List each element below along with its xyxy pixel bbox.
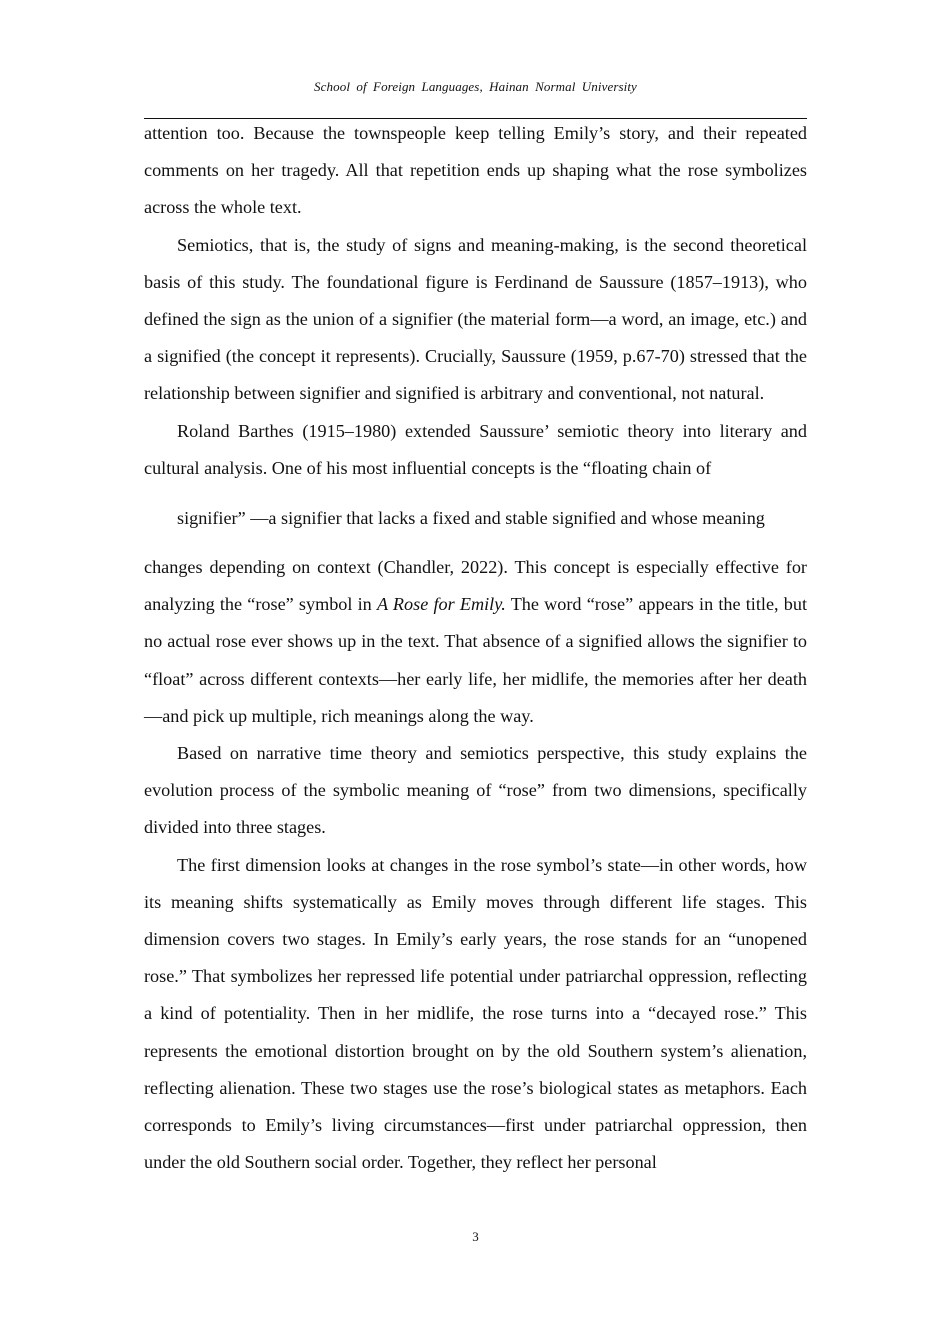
barthes-text-c: changes depending on context (Chandler, 2022). This concept is especially effective for analyzing the “rose” symbol in (144, 557, 807, 615)
barthes-text-a: Roland Barthes (1915–1980) extended Saussure’ semiotic theory into literary and cultural analysis. One of his most influential concepts is the “floating chain of (144, 420, 807, 478)
barthes-text-d: The word “rose” appears in the title, but no actual rose ever shows up in the text. That absence of a signified allows the signifier to “float” across different contexts—her early life, her midlife, the memories after her death—and pick up multiple, rich meanings along the way. (144, 594, 808, 726)
paragraph-barthes (144, 413, 807, 735)
paragraph-semiotics: Semiotics, that is, the study of signs and meaning-making, is the second theoretical basis of this study. The foundational figure is Ferdinand de Saussure (1857–1913), who defined the sign as the union of a signifier (the material form—a word, an image, etc.) and a signified (the concept it represents). Crucially, Saussure (1959, p.67-70) stressed that the relationship between signifier and signified is arbitrary and conventional, not natural. (144, 234, 807, 404)
work-title: A Rose for Emily. (376, 594, 506, 615)
barthes-text-b: signifier” —a signifier that lacks a fixed and stable signified and whose meaning (177, 508, 765, 529)
main-body (144, 115, 807, 1181)
running-header: School of Foreign Languages, Hainan Normal University (314, 79, 637, 94)
paragraph-method: Based on narrative time theory and semiotics perspective, this study explains the evolution process of the symbolic meaning of “rose” from two dimensions, specifically divided into three stages. (144, 743, 807, 838)
paragraph-first-dimension: The first dimension looks at changes in the rose symbol’s state—in other words, how its meaning shifts systematically as Emily moves through different life stages. This dimension covers two stages. In Emily’s early years, the rose stands for an “unopened rose.” That symbolizes her repressed life potential under patriarchal oppression, reflecting a kind of potentiality. Then in her midlife, the rose turns into a “decayed rose.” This represents the emotional distortion brought on by the old Southern system’s alienation, reflecting alienation. These two stages use the rose’s biological states as metaphors. Each corresponds to Emily’s living circumstances—first under patriarchal oppression, then under the old Southern social order. Together, they reflect her personal (144, 854, 807, 1173)
page-number: 3 (472, 1229, 479, 1244)
paragraph-continuation: attention too. Because the townspeople keep telling Emily’s story, and their repeated comments on her tragedy. All that repetition ends up shaping what the rose symbolizes across the whole text. (144, 123, 807, 218)
